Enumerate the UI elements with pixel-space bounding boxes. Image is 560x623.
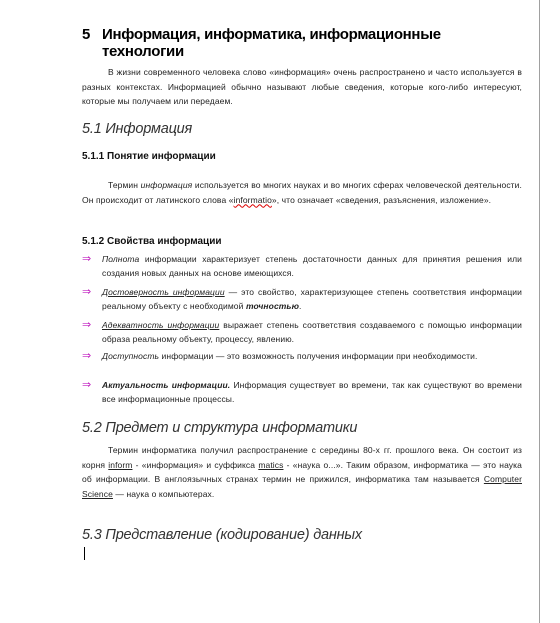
arrow-bullet-icon: ⇒ xyxy=(82,350,92,362)
word-matics: matics xyxy=(258,459,284,470)
informatics-text-4: — наука о компьютерах. xyxy=(112,488,215,499)
arrow-bullet-icon: ⇒ xyxy=(82,379,92,391)
term-relevance: Актуальность информации. xyxy=(102,380,231,390)
informatics-text-2: - «информация» и суффикса xyxy=(132,459,259,470)
section-5-3-heading: 5.3 Представление (кодирование) данных xyxy=(82,527,362,543)
arrow-bullet-icon: ⇒ xyxy=(82,253,92,265)
term-completeness: Полнота xyxy=(102,254,140,264)
concept-post: », что означает «сведения, разъяснения, изложение». xyxy=(271,194,492,205)
concept-mid: используется во многих науках и во многих сферах человеческой деятельности. Он происходит от латинского слова « xyxy=(82,180,522,205)
concept-paragraph xyxy=(82,178,522,207)
intro-text: В жизни современного человека слово «информация» очень распространено и часто используется в разных контекстах. Информацией обычно называют любые сведения, которые кого-либо интересуют, которые мы получаем или передаем. xyxy=(82,67,522,107)
list-item-text xyxy=(102,252,522,281)
relevance-text: Информация существует во времени, так как существуют во времени все информационные процессы. xyxy=(102,380,522,405)
text-cursor xyxy=(84,547,85,560)
section-5-2-heading: 5.2 Предмет и структура информатики xyxy=(82,420,358,436)
list-item-text xyxy=(102,285,522,314)
informatics-text-3: - «наука о...». Таким образом, информатика — это наука об информации. В англоязычных странах термин не прижился, информатика там называется xyxy=(82,459,522,485)
term-accessibility: Доступность xyxy=(102,351,160,361)
intro-paragraph xyxy=(82,65,522,109)
word-computer-science: Computer Science xyxy=(82,474,522,499)
term-information: информация xyxy=(140,180,193,190)
word-inform: inform xyxy=(108,459,133,470)
term-reliability: Достоверность информации xyxy=(102,287,225,297)
arrow-bullet-icon: ⇒ xyxy=(82,319,92,331)
list-item-text xyxy=(102,318,522,347)
concept-pre: Термин xyxy=(108,180,141,190)
informatics-text-1: Термин информатика получил распространение с середины 80-х гг. прошлого века. Он состоит из корня xyxy=(82,445,522,470)
adequacy-text: выражает степень соответствия создаваемого с помощью информации образа реальному объекту, процессу, явлению. xyxy=(102,320,522,345)
list-item-text xyxy=(102,378,522,407)
arrow-bullet-icon: ⇒ xyxy=(82,286,92,298)
latin-word: informatio xyxy=(233,194,272,205)
section-5-1-heading: 5.1 Информация xyxy=(82,121,193,137)
section-5-1-1-heading: 5.1.1 Понятие информации xyxy=(82,151,216,162)
page-edge-line xyxy=(539,0,540,623)
reliability-text: — это свойство, характеризующее степень соответствия информации реальному объекту с необходимой xyxy=(102,287,522,312)
term-adequacy: Адекватность информации xyxy=(102,320,220,330)
document-page[interactable] xyxy=(82,0,524,623)
term-accuracy: точностью xyxy=(245,301,300,312)
heading-1-number: 5 xyxy=(82,26,91,43)
accessibility-text: информации — это возможность получения информации при необходимости. xyxy=(159,351,478,361)
reliability-end: . xyxy=(299,301,302,312)
heading-1: Информация, информатика, информационные технологии xyxy=(102,26,441,60)
informatics-paragraph xyxy=(82,443,522,501)
completeness-text: информации характеризует степень достаточности данных для принятия решения или создания новых данных на основе имеющихся. xyxy=(102,254,522,279)
list-item-text xyxy=(102,349,522,363)
section-5-1-2-heading: 5.1.2 Свойства информации xyxy=(82,236,222,247)
